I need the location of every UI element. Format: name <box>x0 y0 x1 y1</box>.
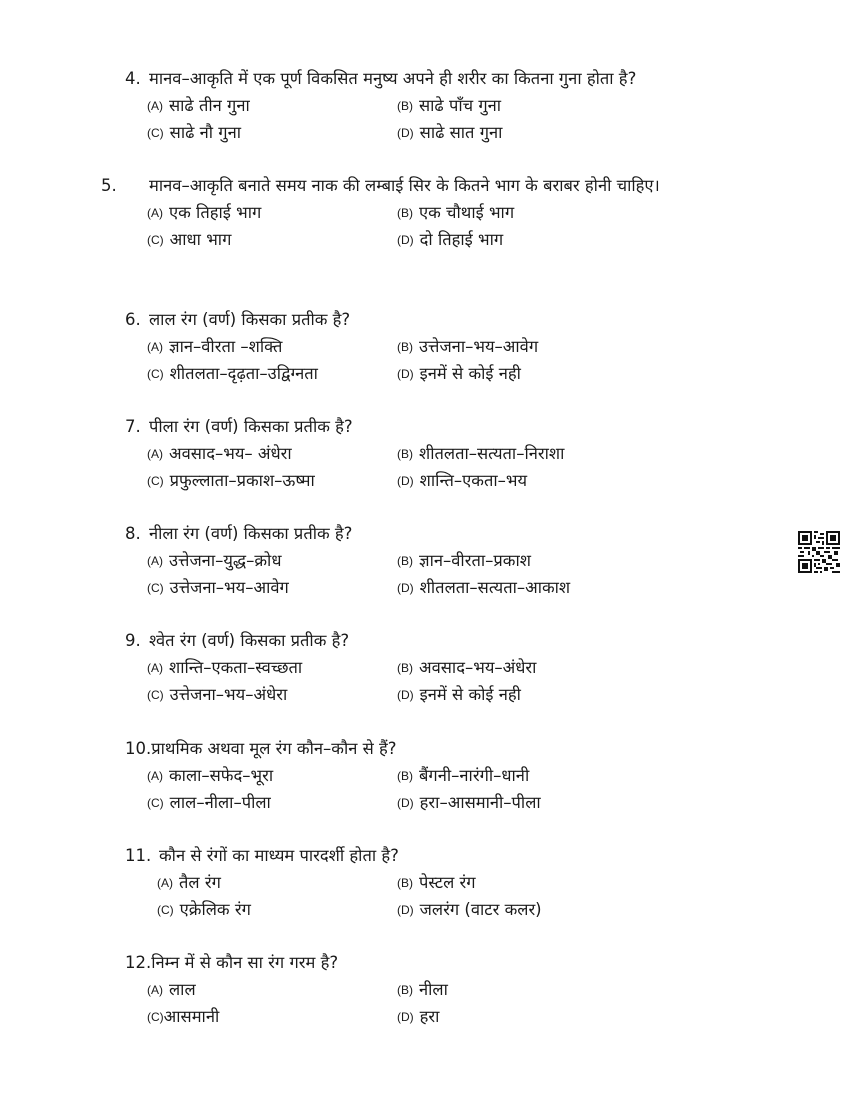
question-12 <box>125 949 765 1030</box>
question-text: श्वेत रंग (वर्ण) किसका प्रतीक है? <box>149 631 350 650</box>
question-text: कौन से रंगों का माध्यम पारदर्शी होता है? <box>159 846 399 865</box>
option-text: अवसाद–भय– अंधेरा <box>169 444 292 463</box>
option-a <box>147 762 273 790</box>
option-text: प्रफुल्लाता–प्रकाश–ऊष्मा <box>169 471 315 490</box>
question-text: निम्न में से कौन सा रंग गरम है? <box>151 953 339 972</box>
option-text: नीला <box>419 980 448 999</box>
option-text: इनमें से कोई नही <box>419 685 521 704</box>
question-text: पीला रंग (वर्ण) किसका प्रतीक है? <box>149 417 353 436</box>
option-label: (A) <box>147 99 163 113</box>
option-text: ज्ञान–वीरता –शक्ति <box>169 337 283 356</box>
option-text: शान्ति–एकता–भय <box>419 471 528 490</box>
option-text: उत्तेजना–भय–आवेग <box>419 337 539 356</box>
option-text: अवसाद–भय–अंधेरा <box>419 658 537 677</box>
options <box>125 333 765 387</box>
option-label: (D) <box>397 233 414 247</box>
option-label: (B) <box>397 340 413 354</box>
option-label: (C) <box>147 796 164 810</box>
option-b <box>397 440 564 468</box>
option-text: उत्तेजना–युद्ध–क्रोध <box>169 551 282 570</box>
option-label: (C) <box>147 233 164 247</box>
question-text: लाल रंग (वर्ण) किसका प्रतीक है? <box>149 310 351 329</box>
option-text: आसमानी <box>163 1007 220 1026</box>
question-number: 9. <box>125 631 141 650</box>
option-label: (C) <box>147 1010 164 1024</box>
option-label: (D) <box>397 367 414 381</box>
option-b <box>397 547 531 575</box>
option-text: इनमें से कोई नही <box>419 364 521 383</box>
option-d <box>397 681 521 709</box>
option-text: शान्ति–एकता–स्वच्छता <box>169 658 303 677</box>
option-text: शीतलता–सत्यता–निराशा <box>419 444 565 463</box>
option-text: बैंगनी–नारंगी–धानी <box>419 766 530 785</box>
option-label: (D) <box>397 474 414 488</box>
option-text: आधा भाग <box>169 230 232 249</box>
question-number: 10. <box>125 739 152 758</box>
options <box>125 654 765 708</box>
option-label: (B) <box>397 206 413 220</box>
option-d <box>397 226 503 254</box>
option-label: (B) <box>397 661 413 675</box>
option-c <box>147 226 231 254</box>
option-label: (C) <box>157 903 174 917</box>
option-a <box>147 333 282 361</box>
options <box>125 92 765 146</box>
option-label: (A) <box>147 769 163 783</box>
option-b <box>397 869 476 897</box>
option-d <box>397 119 502 147</box>
option-text: शीतलता–दृढ़ता–उद्विग्नता <box>169 364 318 383</box>
options <box>125 869 765 923</box>
options <box>125 762 765 816</box>
option-d <box>397 360 521 388</box>
option-label: (D) <box>397 581 414 595</box>
option-label: (A) <box>147 554 163 568</box>
option-label: (D) <box>397 1010 414 1024</box>
question-10 <box>125 735 765 816</box>
question-number: 4. <box>125 69 141 88</box>
option-text: काला–सफेद–भूरा <box>169 766 274 785</box>
option-c <box>147 360 318 388</box>
question-number: 7. <box>125 417 141 436</box>
option-label: (B) <box>397 983 413 997</box>
option-d <box>397 1003 439 1031</box>
option-label: (A) <box>147 206 163 220</box>
option-a <box>147 92 250 120</box>
question-number: 11. <box>125 846 152 865</box>
option-label: (C) <box>147 688 164 702</box>
option-b <box>397 976 448 1004</box>
option-text: साढे नौ गुना <box>169 123 242 142</box>
option-label: (D) <box>397 126 414 140</box>
question-5 <box>101 172 765 253</box>
option-label: (B) <box>397 876 413 890</box>
option-a <box>147 654 302 682</box>
option-text: एक चौथाई भाग <box>419 203 515 222</box>
option-d <box>397 574 570 602</box>
option-label: (C) <box>147 581 164 595</box>
option-label: (A) <box>147 661 163 675</box>
option-text: उत्तेजना–भय–अंधेरा <box>169 685 288 704</box>
question-7 <box>125 413 765 494</box>
option-d <box>397 789 541 817</box>
option-label: (D) <box>397 688 414 702</box>
option-text: हरा <box>419 1007 440 1026</box>
option-c <box>147 574 289 602</box>
option-b <box>397 92 501 120</box>
option-c <box>147 681 287 709</box>
question-text: मानव–आकृति में एक पूर्ण विकसित मनुष्य अपने ही शरीर का कितना गुना होता है? <box>149 69 637 88</box>
qr-code-icon <box>798 531 840 573</box>
question-number: 8. <box>125 524 141 543</box>
option-label: (B) <box>397 99 413 113</box>
option-c <box>157 896 251 924</box>
question-text: प्राथमिक अथवा मूल रंग कौन–कौन से हैं? <box>151 739 397 758</box>
option-c <box>147 789 271 817</box>
option-text: साढे सात गुना <box>419 123 503 142</box>
question-4 <box>125 65 765 146</box>
option-label: (A) <box>147 983 163 997</box>
option-text: तैल रंग <box>179 873 221 892</box>
option-a <box>147 199 261 227</box>
option-text: ज्ञान–वीरता–प्रकाश <box>419 551 531 570</box>
question-number: 5. <box>101 176 117 195</box>
option-a <box>147 440 292 468</box>
option-b <box>397 199 514 227</box>
question-number: 6. <box>125 310 141 329</box>
option-text: पेस्टल रंग <box>419 873 476 892</box>
option-label: (A) <box>147 447 163 461</box>
option-d <box>397 896 542 924</box>
option-label: (D) <box>397 796 414 810</box>
question-text: नीला रंग (वर्ण) किसका प्रतीक है? <box>149 524 353 543</box>
option-text: शीतलता–सत्यता–आकाश <box>419 578 571 597</box>
option-c <box>147 119 241 147</box>
options <box>125 976 765 1030</box>
option-label: (B) <box>397 554 413 568</box>
option-c <box>147 1003 219 1031</box>
option-c <box>147 467 315 495</box>
option-b <box>397 762 529 790</box>
option-text: साढे पाँच गुना <box>419 96 502 115</box>
options <box>125 199 765 253</box>
option-text: हरा–आसमानी–पीला <box>419 793 541 812</box>
option-label: (A) <box>157 876 173 890</box>
option-b <box>397 333 538 361</box>
option-d <box>397 467 527 495</box>
option-text: उत्तेजना–भय–आवेग <box>169 578 289 597</box>
option-text: साढे तीन गुना <box>169 96 250 115</box>
option-text: लाल <box>169 980 196 999</box>
question-9 <box>125 627 765 708</box>
option-text: एक तिहाई भाग <box>169 203 262 222</box>
question-11 <box>125 842 765 923</box>
option-text: लाल–नीला–पीला <box>169 793 271 812</box>
option-label: (B) <box>397 769 413 783</box>
options <box>125 547 765 601</box>
option-label: (C) <box>147 474 164 488</box>
question-number: 12. <box>125 953 152 972</box>
option-label: (C) <box>147 126 164 140</box>
option-label: (A) <box>147 340 163 354</box>
option-text: जलरंग (वाटर कलर) <box>419 900 542 919</box>
option-label: (D) <box>397 903 414 917</box>
option-a <box>147 547 281 575</box>
option-text: एक्रेलिक रंग <box>179 900 251 919</box>
option-label: (C) <box>147 367 164 381</box>
option-b <box>397 654 536 682</box>
option-a <box>157 869 221 897</box>
question-text: मानव–आकृति बनाते समय नाक की लम्बाई सिर के कितने भाग के बराबर होनी चाहिए। <box>149 176 660 195</box>
option-label: (B) <box>397 447 413 461</box>
options <box>125 440 765 494</box>
option-text: दो तिहाई भाग <box>419 230 504 249</box>
question-6 <box>125 306 765 387</box>
option-a <box>147 976 196 1004</box>
question-8 <box>125 520 765 601</box>
